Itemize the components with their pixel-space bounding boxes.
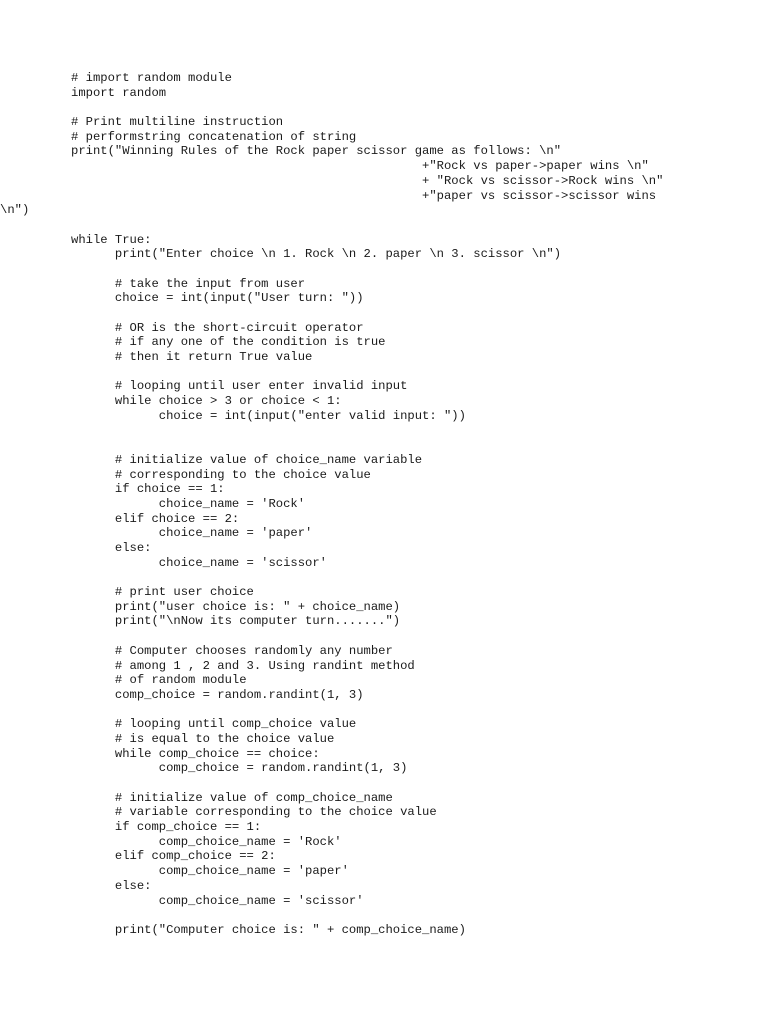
- code-line: if choice == 1:: [71, 482, 225, 497]
- code-line: +"Rock vs paper->paper wins \n": [71, 159, 649, 174]
- code-line: if comp_choice == 1:: [71, 820, 262, 835]
- code-line: # Print multiline instruction: [71, 115, 284, 130]
- code-line: [71, 570, 663, 585]
- code-line: comp_choice = random.randint(1, 3): [71, 761, 408, 776]
- code-line: # initialize value of choice_name variable: [71, 452, 423, 467]
- code-line: # looping until user enter invalid input: [71, 379, 408, 394]
- code-line: [71, 218, 663, 233]
- code-line: # is equal to the choice value: [71, 731, 335, 746]
- code-line: print("user choice is: " + choice_name): [71, 599, 401, 614]
- code-line: choice_name = 'paper': [71, 526, 313, 541]
- code-line: [71, 424, 663, 439]
- code-line: elif comp_choice == 2:: [71, 849, 276, 864]
- code-line: [71, 629, 663, 644]
- code-line: choice_name = 'Rock': [71, 496, 306, 511]
- code-line: elif choice == 2:: [71, 511, 240, 526]
- code-line: choice_name = 'scissor': [71, 555, 327, 570]
- code-line: [71, 908, 663, 923]
- code-line: print("Computer choice is: " + comp_choice_name): [71, 922, 466, 937]
- code-line: choice = int(input("enter valid input: ")): [71, 408, 466, 423]
- code-line: # among 1 , 2 and 3. Using randint method: [71, 658, 415, 673]
- code-line: [71, 262, 663, 277]
- code-line: # performstring concatenation of string: [71, 129, 357, 144]
- code-line: while True:: [71, 232, 152, 247]
- code-line: # of random module: [71, 673, 247, 688]
- code-line: [71, 306, 663, 321]
- code-line: comp_choice_name = 'paper': [71, 864, 349, 879]
- code-line: # looping until comp_choice value: [71, 717, 357, 732]
- code-line: # corresponding to the choice value: [71, 467, 371, 482]
- code-line: # OR is the short-circuit operator: [71, 320, 364, 335]
- code-line: [71, 776, 663, 791]
- code-line: import random: [71, 85, 167, 100]
- code-line: comp_choice_name = 'Rock': [71, 834, 342, 849]
- code-line: \n"): [0, 203, 30, 218]
- code-line: # variable corresponding to the choice value: [71, 805, 437, 820]
- code-line: +"paper vs scissor->scissor wins: [71, 188, 657, 203]
- code-line: [71, 365, 663, 380]
- code-line: comp_choice_name = 'scissor': [71, 893, 364, 908]
- code-line: + "Rock vs scissor->Rock wins \n": [71, 173, 664, 188]
- code-line: print("\nNow its computer turn......."): [71, 614, 401, 629]
- code-line: print("Enter choice \n 1. Rock \n 2. paper \n 3. scissor \n"): [71, 247, 562, 262]
- code-line: else:: [71, 878, 152, 893]
- code-line: else:: [71, 541, 152, 555]
- code-line: comp_choice = random.randint(1, 3): [71, 687, 364, 702]
- code-block: [0, 71, 664, 938]
- code-line: # take the input from user: [71, 276, 306, 291]
- code-line: while choice > 3 or choice < 1:: [71, 394, 342, 409]
- code-line: # then it return True value: [71, 350, 313, 365]
- code-line: # import random module: [71, 71, 232, 85]
- code-line: # if any one of the condition is true: [71, 335, 386, 350]
- code-line: # initialize value of comp_choice_name: [71, 790, 393, 805]
- code-line: # print user choice: [71, 585, 254, 600]
- code-line: [71, 100, 663, 115]
- code-line: choice = int(input("User turn: ")): [71, 291, 364, 306]
- code-line: # Computer chooses randomly any number: [71, 643, 393, 658]
- code-line: [71, 438, 663, 453]
- code-line: while comp_choice == choice:: [71, 746, 320, 761]
- code-line: print("Winning Rules of the Rock paper scissor game as follows: \n": [71, 144, 562, 159]
- code-line: [71, 703, 663, 718]
